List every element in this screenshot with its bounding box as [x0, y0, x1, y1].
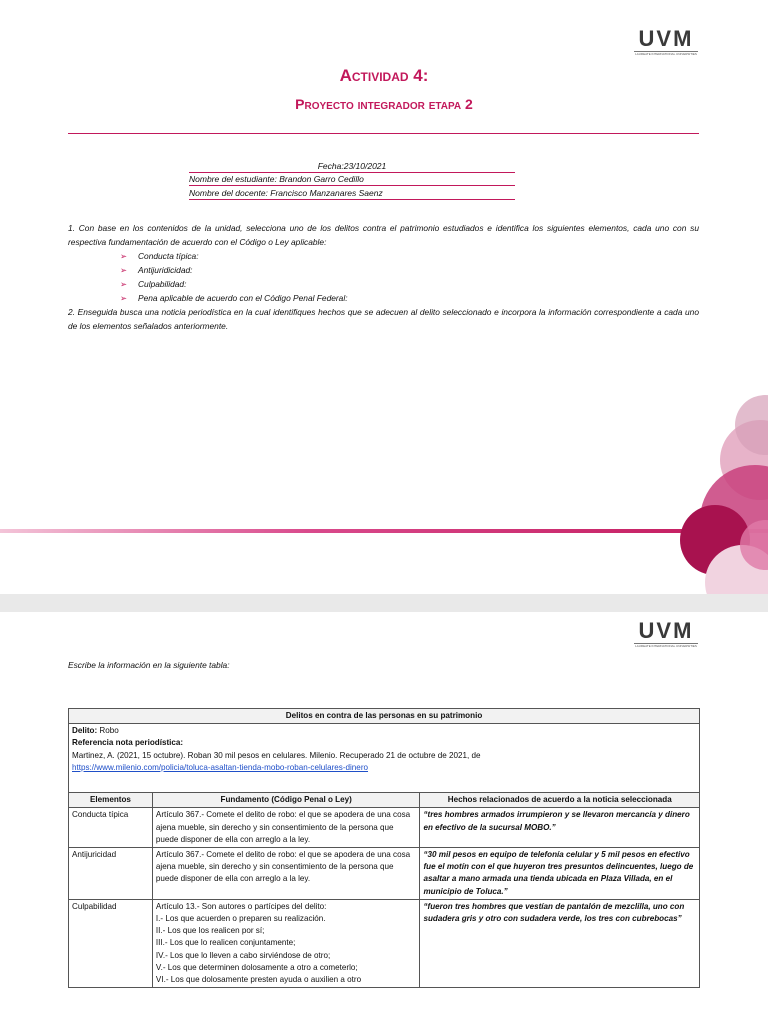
fundamento-cell: Artículo 13.- Son autores o partícipes del delito: I.- Los que acuerden o preparen su realización. II.- Los que los realicen por sí; III.- Los que lo realicen conjuntamente; IV.- Los que lo lleven a cabo sirviéndose de otro; V.- Los que determinen dolosamente a otro a cometerlo; VI.- Los que dolosamente presten ayuda o auxilien a otro: [152, 899, 420, 987]
table-row: [69, 808, 700, 848]
fundamento-cell: Artículo 367.- Comete el delito de robo: el que se apodera de una cosa ajena mueble, sin derecho y sin consentimiento de la persona que puede disponer de ella con arreglo a la ley.: [152, 848, 420, 900]
delito-line: Delito: Robo: [72, 726, 119, 736]
hechos-cell: “30 mil pesos en equipo de telefonía celular y 5 mil pesos en efectivo fue el motín con el que huyeron tres presuntos delincuentes, luego de asaltar a mano armada una tienda ubicada en Plaza Villada, en el municipio de Toluca.”: [420, 848, 700, 900]
elemento-cell: Antijuricidad: [69, 848, 153, 900]
arrow-bullet-icon: ➢: [120, 293, 128, 303]
column-header-elementos: Elementos: [69, 793, 153, 808]
table-row: [69, 899, 700, 987]
bullet-item: ➢ Culpabilidad:: [120, 279, 187, 289]
bullet-item: ➢ Conducta típica:: [120, 251, 199, 261]
patrimonio-table: [68, 708, 700, 988]
fundamento-cell: Artículo 367.- Comete el delito de robo: el que se apodera de una cosa ajena mueble, sin derecho y sin consentimiento de la persona que puede disponer de ella con arreglo a la ley.: [152, 808, 420, 848]
instruction-2: 2. Enseguida busca una noticia periodística en la cual identifiques hechos que se adecuen al delito seleccionado e incorpora la información correspondiente a cada uno de los elementos señalados anteriormente.: [68, 307, 699, 331]
decorative-stripe: [0, 529, 768, 533]
student-name-line: Nombre del estudiante: Brandon Garro Cedillo: [189, 173, 515, 186]
title-divider: [68, 133, 699, 134]
hechos-cell: “tres hombres armados irrumpieron y se llevaron mercancía y dinero en efectivo de la sucursal MOBO.”: [420, 808, 700, 848]
uvm-logo: [634, 28, 698, 57]
referencia-text: Martinez, A. (2021, 15 octubre). Roban 30 mil pesos en celulares. Milenio. Recuperado 21 de octubre de 2021, de: [72, 750, 481, 760]
page-subtitle: Proyecto integrador etapa 2: [295, 96, 473, 112]
uvm-logo: [634, 620, 698, 649]
elemento-cell: Conducta típica: [69, 808, 153, 848]
referencia-label: Referencia nota periodística:: [72, 738, 184, 748]
teacher-name-line: Nombre del docente: Francisco Manzanares Saenz: [189, 187, 515, 200]
elemento-cell: Culpabilidad: [69, 899, 153, 987]
arrow-bullet-icon: ➢: [120, 265, 128, 275]
fecha-line: Fecha:23/10/2021: [189, 160, 515, 173]
table-caption: Delitos en contra de las personas en su patrimonio: [69, 709, 700, 724]
table-row: [69, 848, 700, 900]
logo-tagline: LAUREATE INTERNATIONAL UNIVERSITIES: [635, 52, 697, 56]
arrow-bullet-icon: ➢: [120, 251, 128, 261]
column-header-fundamento: Fundamento (Código Penal o Ley): [152, 793, 420, 808]
bullet-item: ➢ Antijuridicidad:: [120, 265, 193, 275]
referencia-link[interactable]: https://www.milenio.com/policia/toluca-asaltan-tienda-mobo-roban-celulares-dinero: [72, 762, 369, 772]
page-title: Actividad 4:: [339, 66, 429, 85]
hechos-cell: “fueron tres hombres que vestían de pantalón de mezclilla, uno con sudadera gris y otro con sudadera verde, los tres con cubrebocas”: [420, 899, 700, 987]
bullet-item: ➢ Pena aplicable de acuerdo con el Código Penal Federal:: [120, 293, 348, 303]
arrow-bullet-icon: ➢: [120, 279, 128, 289]
page-gap: [0, 594, 768, 612]
column-header-hechos: Hechos relacionados de acuerdo a la noticia seleccionada: [420, 793, 700, 808]
delito-info-cell: [69, 724, 700, 793]
table-instruction: Escribe la información en la siguiente tabla:: [68, 660, 230, 670]
logo-text: UVM: [638, 26, 694, 51]
logo-tagline: LAUREATE INTERNATIONAL UNIVERSITIES: [635, 644, 697, 648]
instruction-1: 1. Con base en los contenidos de la unidad, selecciona uno de los delitos contra el patrimonio estudiados e identifica los siguientes elementos, cada uno con su respectiva fundamentación de acuerdo con el Código o Ley aplicable:: [68, 223, 699, 247]
logo-text: UVM: [638, 618, 694, 643]
